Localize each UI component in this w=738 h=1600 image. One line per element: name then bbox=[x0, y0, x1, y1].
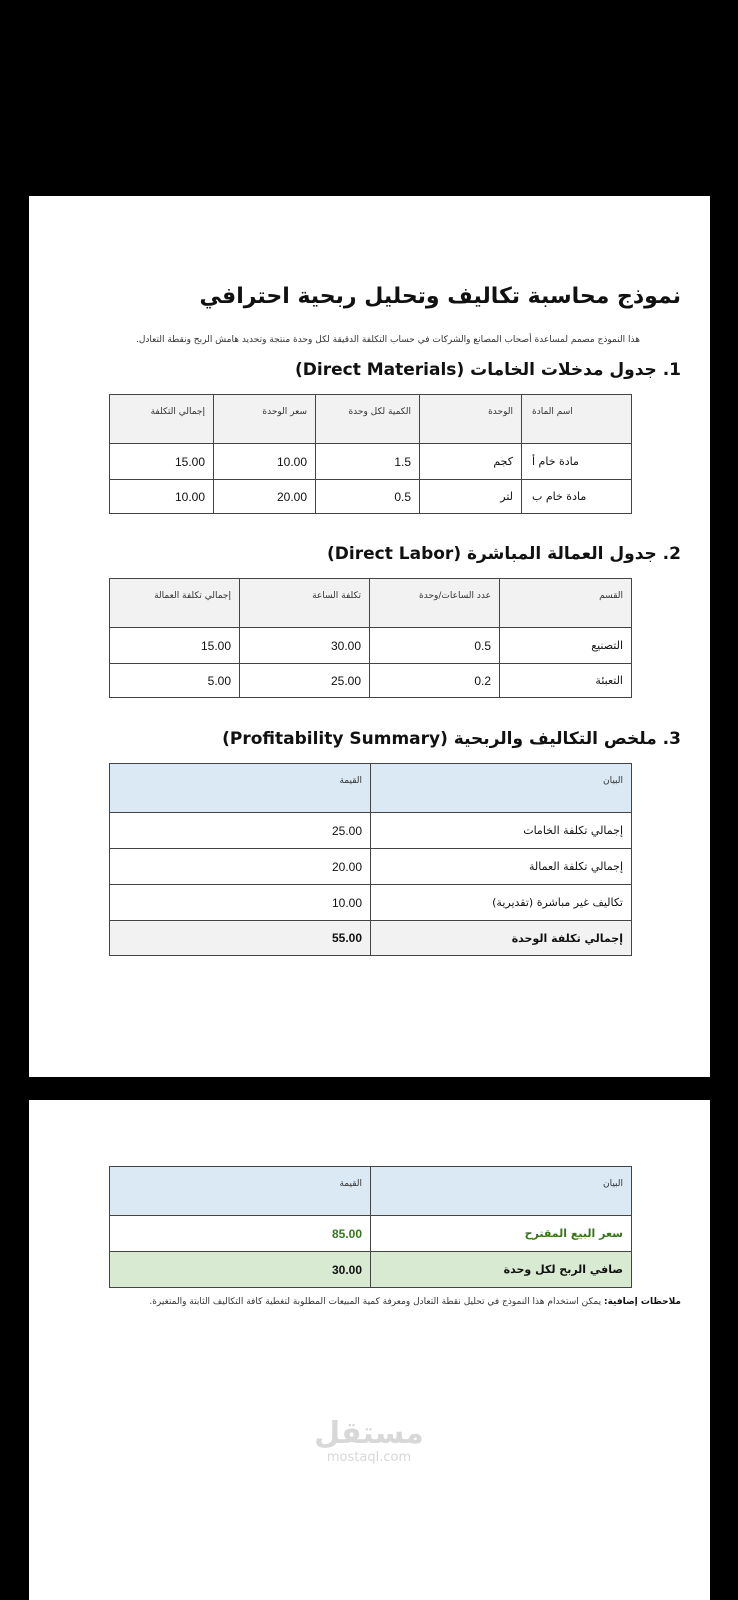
cell-selling-price-value: 85.00 bbox=[110, 1216, 371, 1252]
table-row-profit bbox=[110, 1252, 632, 1288]
table-row bbox=[110, 849, 632, 885]
cell-unit-price: 20.00 bbox=[214, 480, 316, 514]
header-total-cost: إجمالي التكلفة bbox=[110, 395, 214, 444]
header-unit-price: سعر الوحدة bbox=[214, 395, 316, 444]
table-header-row bbox=[110, 1167, 632, 1216]
cell-profit-value: 30.00 bbox=[110, 1252, 371, 1288]
mostaql-watermark-logo bbox=[0, 1418, 738, 1466]
cell-total: 15.00 bbox=[110, 628, 240, 664]
cell-value: 55.00 bbox=[110, 921, 371, 956]
table-row bbox=[110, 628, 632, 664]
pricing-table bbox=[109, 1166, 632, 1288]
cell-description: تكاليف غير مباشرة (تقديرية) bbox=[371, 885, 632, 921]
header-hour-cost: تكلفة الساعة bbox=[240, 579, 370, 628]
table-header-row bbox=[110, 579, 632, 628]
watermark-url: mostaql.com bbox=[326, 1450, 412, 1465]
cell-hour-cost: 25.00 bbox=[240, 664, 370, 698]
cell-value: 25.00 bbox=[110, 813, 371, 849]
document-page-1 bbox=[29, 196, 710, 1077]
document-title: نموذج محاسبة تكاليف وتحليل ربحية احترافي bbox=[199, 284, 681, 309]
additional-notes bbox=[107, 1292, 681, 1312]
table-row bbox=[110, 885, 632, 921]
table-header-row bbox=[110, 395, 632, 444]
cell-department: التعبئة bbox=[500, 664, 632, 698]
materials-table bbox=[109, 394, 632, 514]
cell-hours: 0.5 bbox=[370, 628, 500, 664]
materials-heading: 1. جدول مدخلات الخامات (Direct Materials) bbox=[295, 360, 681, 380]
cell-profit-label: صافي الربح لكل وحدة bbox=[371, 1252, 632, 1288]
cell-description: إجمالي تكلفة الوحدة bbox=[371, 921, 632, 956]
header-qty-per-unit: الكمية لكل وحدة bbox=[316, 395, 420, 444]
table-row bbox=[110, 480, 632, 514]
cell-material-name: مادة خام أ bbox=[522, 444, 632, 480]
labor-heading: 2. جدول العمالة المباشرة (Direct Labor) bbox=[327, 544, 681, 564]
cell-unit: لتر bbox=[420, 480, 522, 514]
header-value: القيمة bbox=[110, 764, 371, 813]
table-row bbox=[110, 1216, 632, 1252]
header-material-name: اسم المادة bbox=[522, 395, 632, 444]
header-total-labor-cost: إجمالي تكلفة العمالة bbox=[110, 579, 240, 628]
notes-label: ملاحظات إضافية: bbox=[603, 1297, 681, 1307]
header-department: القسم bbox=[500, 579, 632, 628]
cell-hour-cost: 30.00 bbox=[240, 628, 370, 664]
table-row bbox=[110, 664, 632, 698]
cell-qty: 1.5 bbox=[316, 444, 420, 480]
labor-table bbox=[109, 578, 632, 698]
header-unit: الوحدة bbox=[420, 395, 522, 444]
header-description: البيان bbox=[371, 764, 632, 813]
summary-heading: 3. ملخص التكاليف والربحية (Profitability Summary) bbox=[222, 729, 681, 749]
cell-total: 5.00 bbox=[110, 664, 240, 698]
cell-hours: 0.2 bbox=[370, 664, 500, 698]
cell-total: 10.00 bbox=[110, 480, 214, 514]
cell-description: إجمالي تكلفة الخامات bbox=[371, 813, 632, 849]
cell-qty: 0.5 bbox=[316, 480, 420, 514]
cell-description: إجمالي تكلفة العمالة bbox=[371, 849, 632, 885]
table-row-total bbox=[110, 921, 632, 956]
table-header-row bbox=[110, 764, 632, 813]
table-row bbox=[110, 444, 632, 480]
intro-paragraph: هذا النموذج مصمم لمساعدة أصحاب المصانع والشركات في حساب التكلفة الدقيقة لكل وحدة منتجة وتحديد هامش الربح ونقطة التعادل. bbox=[136, 335, 640, 345]
cell-unit-price: 10.00 bbox=[214, 444, 316, 480]
cell-value: 20.00 bbox=[110, 849, 371, 885]
document-page-2 bbox=[29, 1100, 710, 1600]
cell-value: 10.00 bbox=[110, 885, 371, 921]
summary-table bbox=[109, 763, 632, 956]
watermark-arabic: مستقل bbox=[314, 1416, 424, 1451]
header-value: القيمة bbox=[110, 1167, 371, 1216]
notes-text: يمكن استخدام هذا النموذج في تحليل نقطة التعادل ومعرفة كمية المبيعات المطلوبة لتغطية كافة التكاليف الثابتة والمتغيرة. bbox=[149, 1297, 604, 1307]
table-row bbox=[110, 813, 632, 849]
header-description: البيان bbox=[371, 1167, 632, 1216]
cell-department: التصنيع bbox=[500, 628, 632, 664]
cell-total: 15.00 bbox=[110, 444, 214, 480]
cell-material-name: مادة خام ب bbox=[522, 480, 632, 514]
cell-unit: كجم bbox=[420, 444, 522, 480]
cell-selling-price-label: سعر البيع المقترح bbox=[371, 1216, 632, 1252]
header-hours-per-unit: عدد الساعات/وحدة bbox=[370, 579, 500, 628]
